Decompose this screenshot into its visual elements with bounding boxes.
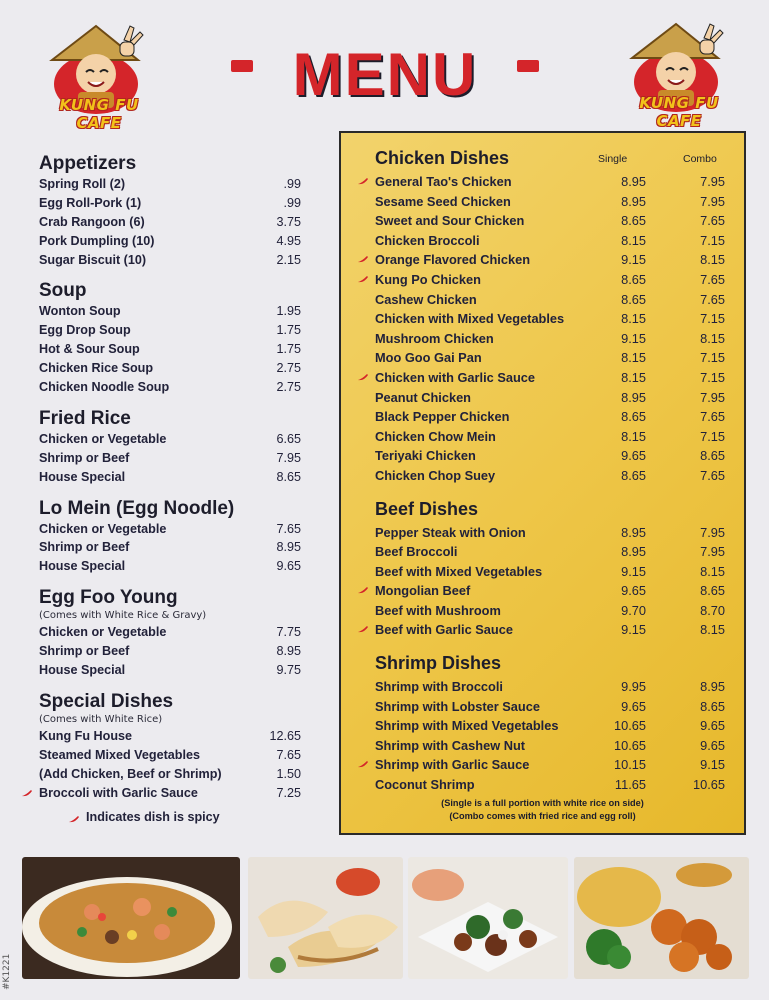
item-price: 1.75 <box>276 323 301 338</box>
panel-section <box>375 652 725 795</box>
beef-broccoli-photo <box>408 857 568 979</box>
menu-item <box>375 601 725 621</box>
item-price-single: 9.65 <box>621 448 646 464</box>
item-price-combo: 7.95 <box>700 524 725 540</box>
menu-item <box>375 368 725 388</box>
menu-item <box>375 542 725 562</box>
item-price-single: 8.65 <box>621 467 646 483</box>
item-price-combo: 7.95 <box>700 389 725 405</box>
item-name: Shrimp or Beef <box>39 644 130 659</box>
dumplings-photo <box>248 857 403 979</box>
item-name: Sugar Biscuit (10) <box>39 252 147 267</box>
item-price-combo: 7.95 <box>700 544 725 560</box>
section-title: Lo Mein (Egg Noodle) <box>39 497 235 519</box>
item-name: Crab Rangoon (6) <box>39 214 145 229</box>
menu-item <box>375 581 725 601</box>
page-title: MENU <box>292 41 478 108</box>
item-price: 3.75 <box>276 214 301 229</box>
chili-pepper-icon <box>357 373 369 381</box>
menu-item <box>39 340 301 359</box>
section-title: Beef Dishes <box>375 498 479 519</box>
item-name: Sweet and Sour Chicken <box>375 213 525 229</box>
menu-item <box>375 697 725 717</box>
section-note: (Comes with White Rice & Gravy) <box>39 610 207 622</box>
item-price-single: 9.95 <box>621 679 646 695</box>
menu-item <box>39 449 301 468</box>
item-price-combo: 8.65 <box>700 583 725 599</box>
section-title: Egg Foo Young <box>39 587 178 609</box>
item-name: House Special <box>39 663 126 678</box>
spicy-legend-text: Indicates dish is spicy <box>86 810 220 824</box>
menu-item <box>375 466 725 486</box>
menu-item <box>375 192 725 212</box>
item-price-combo: 8.15 <box>700 622 725 638</box>
item-price-single: 8.65 <box>621 213 646 229</box>
chili-pepper-icon <box>357 177 369 185</box>
item-price: 9.75 <box>276 663 301 678</box>
item-name: House Special <box>39 559 126 574</box>
item-name: Steamed Mixed Vegetables <box>39 747 200 762</box>
footnote-combo: (Combo comes with fried rice and egg roll) <box>449 811 636 821</box>
menu-item <box>375 348 725 368</box>
item-price-combo: 7.15 <box>700 350 725 366</box>
item-name: Chicken with Garlic Sauce <box>375 369 536 385</box>
item-price-single: 8.95 <box>621 174 646 189</box>
item-name: Chicken with Mixed Vegetables <box>375 311 565 327</box>
menu-item <box>39 642 301 661</box>
menu-item <box>375 270 725 290</box>
menu-section <box>39 279 301 396</box>
spicy-legend <box>86 810 220 824</box>
menu-item <box>375 290 725 310</box>
logo-text: KUNG FU CAFE <box>639 94 719 130</box>
item-price-single: 9.70 <box>621 602 646 618</box>
item-name: Pepper Steak with Onion <box>375 524 526 540</box>
menu-item <box>375 523 725 543</box>
menu-item <box>39 232 301 251</box>
item-price-combo: 7.65 <box>700 467 725 483</box>
chili-pepper-icon <box>357 255 369 263</box>
menu-item <box>39 661 301 680</box>
kung-fu-cafe-logo-left <box>34 22 164 132</box>
item-name: (Add Chicken, Beef or Shrimp) <box>39 766 222 781</box>
menu-item <box>39 321 301 340</box>
column-header-single: Single <box>598 153 628 165</box>
item-name: Cashew Chicken <box>375 291 477 307</box>
menu-item <box>375 736 725 756</box>
item-name: Mushroom Chicken <box>375 330 494 346</box>
item-name: Chicken Noodle Soup <box>39 380 170 395</box>
menu-item <box>39 623 301 642</box>
menu-item <box>39 359 301 378</box>
menu-item <box>375 620 725 640</box>
menu-item <box>375 407 725 427</box>
menu-item <box>375 677 725 697</box>
panel-section <box>375 498 725 641</box>
item-price: 9.65 <box>276 559 301 574</box>
item-name: Shrimp with Lobster Sauce <box>375 698 540 714</box>
item-price-combo: 7.65 <box>700 271 725 287</box>
item-name: Sesame Seed Chicken <box>375 193 511 209</box>
menu-section <box>39 497 301 577</box>
item-price-single: 8.65 <box>621 291 646 307</box>
item-name: Egg Roll-Pork (1) <box>39 195 142 210</box>
item-name: Teriyaki Chicken <box>375 448 476 464</box>
item-name: Beef with Mixed Vegetables <box>375 563 543 579</box>
panel-footnote <box>341 797 744 823</box>
item-price-single: 10.65 <box>613 737 646 753</box>
item-name: Shrimp with Mixed Vegetables <box>375 718 559 734</box>
menu-item <box>39 430 301 449</box>
item-price: 7.75 <box>276 625 301 640</box>
menu-item <box>39 302 301 321</box>
item-price-single: 9.15 <box>621 563 646 579</box>
item-name: Coconut Shrimp <box>375 777 475 793</box>
item-name: Beef with Mushroom <box>375 602 501 618</box>
item-name: Shrimp or Beef <box>39 450 130 465</box>
item-price-single: 10.15 <box>613 757 646 773</box>
menu-item <box>39 765 301 784</box>
item-price-single: 9.15 <box>621 622 646 638</box>
panel-section <box>375 147 725 486</box>
title-dash-right <box>517 60 539 72</box>
item-name: Egg Drop Soup <box>39 323 131 338</box>
item-name: General Tao's Chicken <box>375 174 512 189</box>
item-price: 8.95 <box>276 644 301 659</box>
item-price-single: 9.15 <box>621 252 646 268</box>
item-price: 6.65 <box>276 431 301 446</box>
item-price-combo: 9.65 <box>700 737 725 753</box>
item-price-combo: 8.65 <box>700 698 725 714</box>
item-price-single: 8.95 <box>621 389 646 405</box>
menu-item <box>375 211 725 231</box>
item-price-combo: 8.65 <box>700 448 725 464</box>
menu-item <box>375 716 725 736</box>
menu-item <box>375 755 725 775</box>
item-price: 7.25 <box>276 785 301 800</box>
item-price-combo: 8.15 <box>700 252 725 268</box>
item-name: Shrimp with Broccoli <box>375 679 503 695</box>
item-name: Hot & Sour Soup <box>39 342 140 357</box>
section-note: (Comes with White Rice) <box>39 713 163 725</box>
item-price-single: 8.15 <box>621 232 646 248</box>
item-price-single: 8.65 <box>621 409 646 425</box>
item-price-combo: 8.15 <box>700 330 725 346</box>
item-name: Chicken Rice Soup <box>39 361 154 376</box>
section-title: Shrimp Dishes <box>375 653 502 674</box>
item-price-single: 8.95 <box>621 544 646 560</box>
item-price-single: 8.15 <box>621 428 646 444</box>
general-tao-chicken-photo <box>574 857 749 979</box>
chili-pepper-icon <box>357 760 369 768</box>
item-name: Orange Flavored Chicken <box>375 252 531 268</box>
item-price-combo: 8.15 <box>700 563 725 579</box>
item-name: Chicken Chop Suey <box>375 467 496 483</box>
menu-section <box>39 690 301 803</box>
menu-item <box>39 520 301 539</box>
menu-section <box>39 407 301 487</box>
item-price-combo: 7.65 <box>700 409 725 425</box>
menu-item <box>375 172 725 192</box>
item-name: Chicken or Vegetable <box>39 431 167 446</box>
item-name: Kung Fu House <box>39 728 133 743</box>
item-price: .99 <box>283 177 301 191</box>
item-price-single: 8.65 <box>621 271 646 287</box>
item-name: Shrimp with Garlic Sauce <box>375 757 530 773</box>
combo-panel <box>339 131 746 835</box>
menu-item <box>39 557 301 576</box>
item-price-single: 10.65 <box>613 718 646 734</box>
item-name: Chicken or Vegetable <box>39 625 167 640</box>
item-price-combo: 8.95 <box>700 679 725 695</box>
section-title: Soup <box>39 280 87 302</box>
combo-panel-content <box>375 147 725 807</box>
item-name: Beef Broccoli <box>375 544 458 560</box>
item-price-single: 9.65 <box>621 698 646 714</box>
column-header-combo: Combo <box>683 153 717 165</box>
item-name: Pork Dumpling (10) <box>39 233 155 248</box>
item-name: Shrimp with Cashew Nut <box>375 737 526 753</box>
menu-item <box>39 175 301 194</box>
chili-pepper-icon <box>21 789 33 797</box>
item-price: 7.95 <box>276 450 301 465</box>
item-name: Moo Goo Gai Pan <box>375 350 482 366</box>
menu-item <box>375 309 725 329</box>
item-name: Beef with Garlic Sauce <box>375 622 513 638</box>
item-price-combo: 10.65 <box>692 777 725 793</box>
item-price-combo: 7.15 <box>700 311 725 327</box>
section-title: Fried Rice <box>39 407 131 429</box>
item-name: Kung Po Chicken <box>375 271 481 287</box>
menu-item <box>39 251 301 270</box>
chili-pepper-icon <box>357 625 369 633</box>
menu-item <box>39 746 301 765</box>
item-price-single: 8.15 <box>621 369 646 385</box>
menu-item <box>39 468 301 487</box>
item-name: Chicken Chow Mein <box>375 428 496 444</box>
fried-rice-photo <box>22 857 240 979</box>
menu-section <box>39 152 301 269</box>
menu-item <box>39 727 301 746</box>
item-price-single: 8.95 <box>621 524 646 540</box>
item-price-combo: 9.15 <box>700 757 725 773</box>
item-price-single: 9.65 <box>621 583 646 599</box>
item-price: 1.75 <box>276 342 301 357</box>
chili-pepper-icon <box>357 586 369 594</box>
item-price-combo: 7.95 <box>700 193 725 209</box>
menu-item <box>375 231 725 251</box>
item-price-single: 8.95 <box>621 193 646 209</box>
menu-item <box>375 562 725 582</box>
item-price-combo: 7.15 <box>700 232 725 248</box>
item-name: Wonton Soup <box>39 304 121 319</box>
item-name: Spring Roll (2) <box>39 177 126 191</box>
left-menu-column <box>39 152 301 812</box>
item-price-combo: 7.95 <box>700 174 725 189</box>
menu-item <box>39 194 301 213</box>
item-price: 7.65 <box>276 747 301 762</box>
item-price: 1.50 <box>276 766 301 781</box>
menu-item <box>375 388 725 408</box>
item-price: 8.65 <box>276 469 301 484</box>
item-price: 2.75 <box>276 361 301 376</box>
item-price-single: 8.15 <box>621 350 646 366</box>
menu-item <box>375 329 725 349</box>
item-price: .99 <box>283 195 301 210</box>
chili-pepper-icon <box>68 815 80 823</box>
menu-section <box>39 586 301 680</box>
title-dash-left <box>231 60 253 72</box>
item-price-combo: 8.70 <box>700 602 725 618</box>
item-price: 4.95 <box>276 233 301 248</box>
item-name: Mongolian Beef <box>375 583 471 599</box>
menu-item <box>39 378 301 397</box>
menu-item <box>39 538 301 557</box>
menu-item <box>375 427 725 447</box>
logo-text: KUNG FU CAFE <box>59 96 139 132</box>
item-name: Chicken Broccoli <box>375 232 480 248</box>
kung-fu-cafe-logo-right <box>614 20 744 130</box>
item-price-combo: 7.65 <box>700 291 725 307</box>
item-price: 8.95 <box>276 540 301 555</box>
item-price-single: 9.15 <box>621 330 646 346</box>
item-price-single: 8.15 <box>621 311 646 327</box>
section-title: Special Dishes <box>39 690 174 712</box>
menu-title-block <box>225 40 545 110</box>
section-title: Chicken Dishes <box>375 148 510 168</box>
item-price: 2.75 <box>276 380 301 395</box>
item-name: Shrimp or Beef <box>39 540 130 555</box>
print-code: #K1221 <box>2 953 12 990</box>
item-price-combo: 7.15 <box>700 428 725 444</box>
item-name: House Special <box>39 469 126 484</box>
item-price: 7.65 <box>276 521 301 536</box>
section-title: Appetizers <box>39 153 137 174</box>
item-price: 12.65 <box>269 728 301 743</box>
item-price: 2.15 <box>276 252 301 267</box>
menu-item <box>375 250 725 270</box>
footnote-single: (Single is a full portion with white rice on side) <box>441 798 644 808</box>
menu-item <box>375 446 725 466</box>
item-name: Chicken or Vegetable <box>39 521 167 536</box>
menu-item <box>39 213 301 232</box>
item-name: Broccoli with Garlic Sauce <box>39 785 198 800</box>
item-name: Peanut Chicken <box>375 389 472 405</box>
item-price: 1.95 <box>276 304 301 319</box>
chili-pepper-icon <box>357 275 369 283</box>
item-name: Black Pepper Chicken <box>375 409 510 425</box>
menu-item <box>39 784 301 803</box>
menu-item <box>375 775 725 795</box>
item-price-combo: 7.15 <box>700 369 725 385</box>
item-price-single: 11.65 <box>614 777 646 793</box>
item-price-combo: 7.65 <box>700 213 725 229</box>
item-price-combo: 9.65 <box>700 718 725 734</box>
